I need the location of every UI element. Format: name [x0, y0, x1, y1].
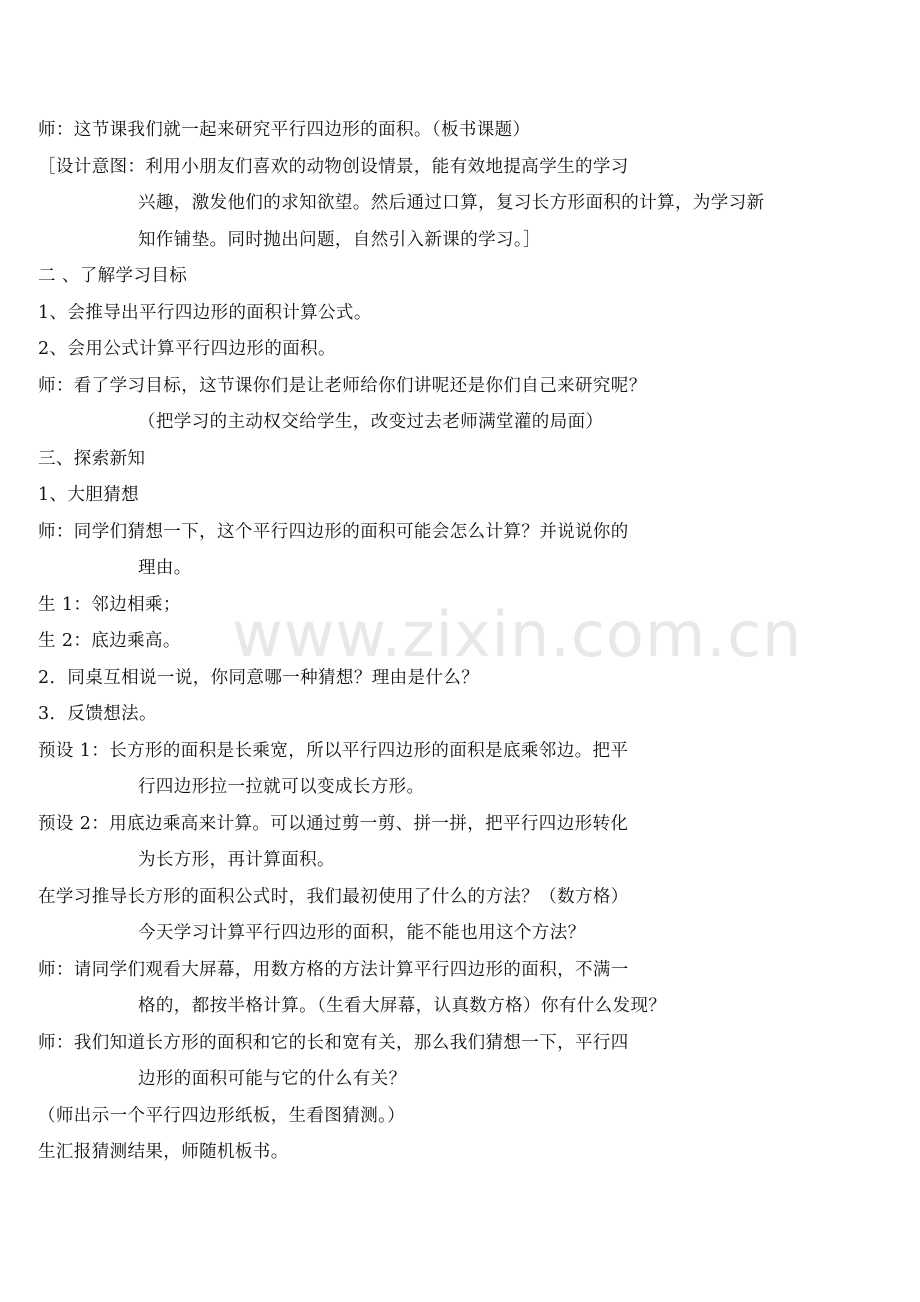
text-line: 二 、了解学习目标 — [38, 266, 188, 286]
text-line: 行四边形拉一拉就可以变成长方形。 — [138, 777, 425, 797]
text-line: 3．反馈想法。 — [38, 704, 157, 724]
text-line: 1、会推导出平行四边形的面积计算公式。 — [38, 302, 372, 323]
text-line: 知作铺垫。同时抛出问题，自然引入新课的学习。］ — [138, 229, 541, 250]
text-line: 师：请同学们观看大屏幕，用数方格的方法计算平行四边形的面积，不满一 — [38, 959, 629, 980]
text-line: （师出示一个平行四边形纸板，生看图猜测。） — [38, 1105, 406, 1126]
text-line: 在学习推导长方形的面积公式时，我们最初使用了什么的方法？（数方格） — [38, 886, 629, 907]
text-line: 格的，都按半格计算。（生看大屏幕，认真数方格）你有什么发现？ — [138, 996, 667, 1016]
text-line: 预设 2：用底边乘高来计算。可以通过剪一剪、拼一拼，把平行四边形转化 — [38, 813, 629, 834]
text-line: 预设 1：长方形的面积是长乘宽，所以平行四边形的面积是底乘邻边。把平 — [38, 740, 629, 761]
text-line: 师：这节课我们就一起来研究平行四边形的面积。（板书课题） — [38, 120, 531, 140]
text-line: 边形的面积可能与它的什么有关？ — [138, 1069, 407, 1089]
text-line: 今天学习计算平行四边形的面积，能不能也用这个方法？ — [138, 923, 586, 943]
text-line: 生汇报猜测结果，师随机板书。 — [38, 1142, 289, 1162]
text-line: 师：看了学习目标，这节课你们是让老师给你们讲呢还是你们自己来研究呢？ — [38, 375, 647, 396]
text-line: 三、探索新知 — [38, 448, 146, 469]
text-line: （把学习的主动权交给学生，改变过去老师满堂灌的局面） — [138, 412, 604, 432]
watermark: www.zixin.com.cn — [232, 598, 803, 671]
text-line: 1、大胆猜想 — [38, 485, 140, 505]
text-line: ［设计意图：利用小朋友们喜欢的动物创设情景，能有效地提高学生的学习 — [38, 156, 629, 177]
text-line: 师：同学们猜想一下，这个平行四边形的面积可能会怎么计算？并说说你的 — [38, 521, 629, 542]
text-line: 2．同桌互相说一说，你同意哪一种猜想？理由是什么？ — [38, 667, 480, 688]
text-line: 兴趣，激发他们的求知欲望。然后通过口算，复习长方形面积的计算，为学习新 — [138, 193, 765, 213]
text-line: 生 2：底边乘高。 — [38, 631, 181, 651]
text-line: 理由。 — [138, 558, 192, 578]
text-line: 师：我们知道长方形的面积和它的长和宽有关，那么我们猜想一下，平行四 — [38, 1032, 629, 1053]
text-line: 为长方形，再计算面积。 — [138, 850, 335, 870]
text-line: 2、会用公式计算平行四边形的面积。 — [38, 339, 336, 359]
text-line: 生 1：邻边相乘； — [38, 594, 181, 615]
